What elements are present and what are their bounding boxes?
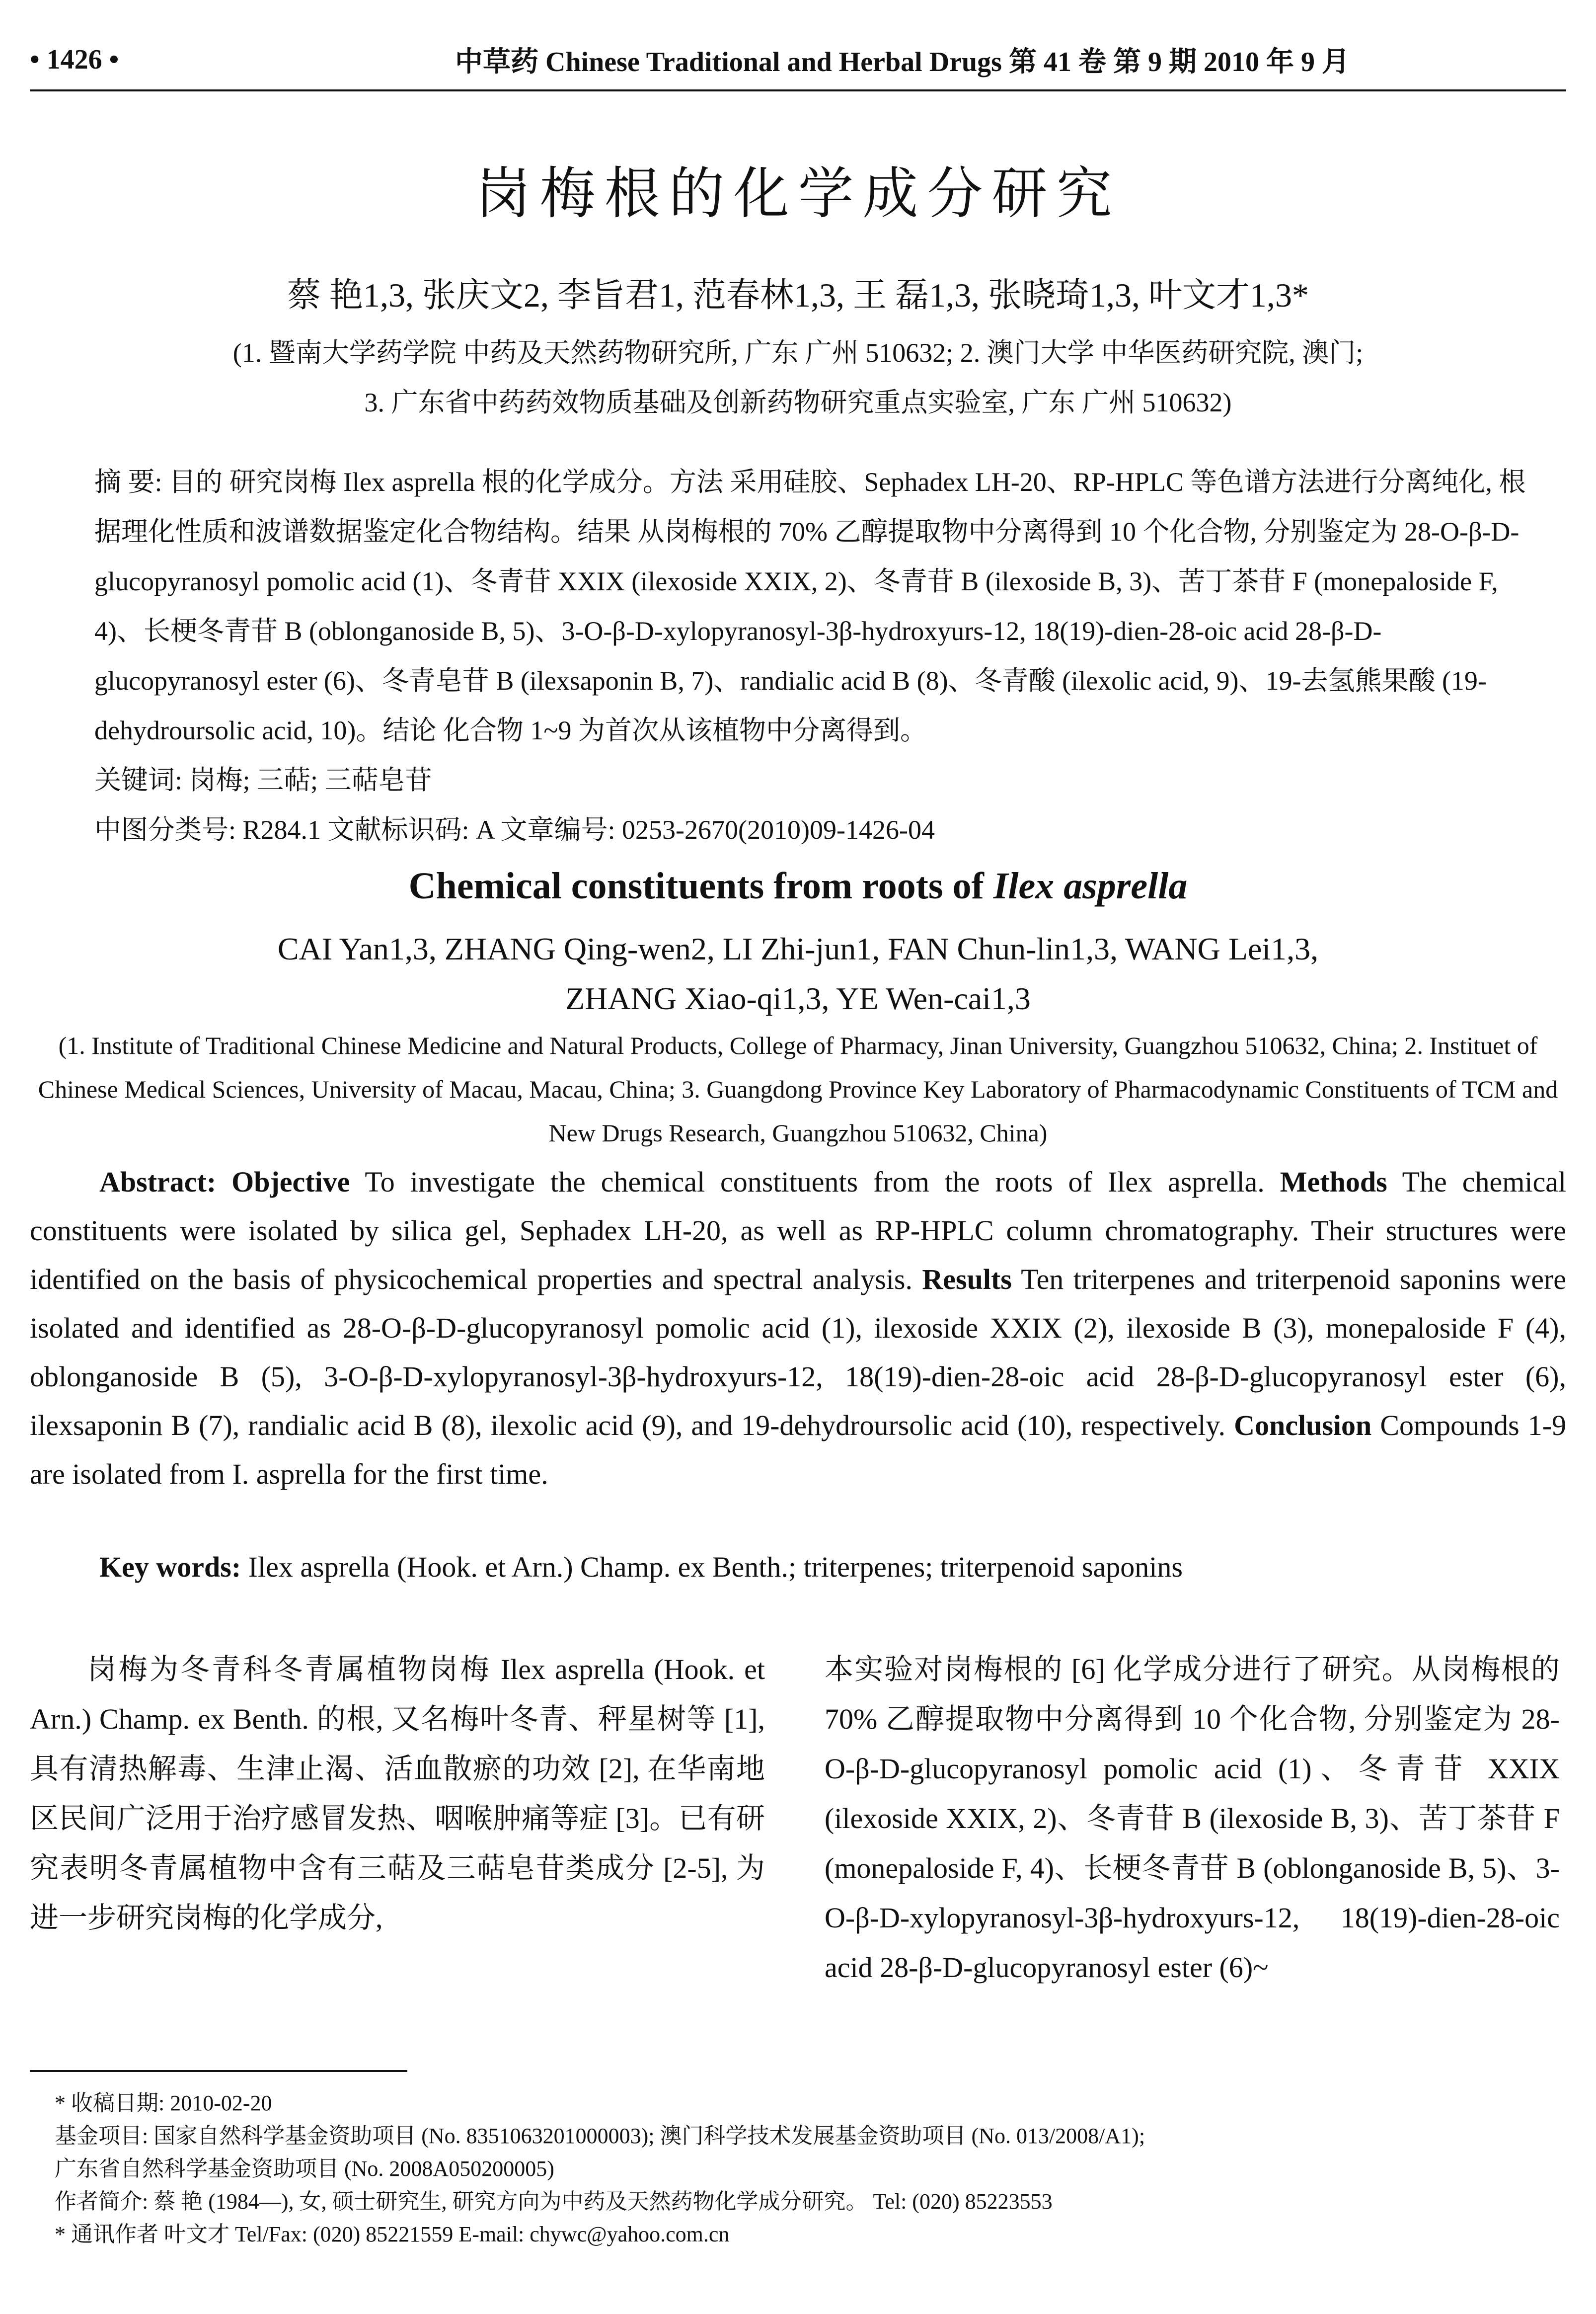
chinese-keywords: 关键词: 岗梅; 三萜; 三萜皂苷 xyxy=(94,765,432,795)
chinese-authors: 蔡 艳1,3, 张庆文2, 李旨君1, 范春林1,3, 王 磊1,3, 张晓琦1,3, 叶文才1,3* xyxy=(287,276,1309,314)
results-text: Ten triterpenes and triterpenoid saponins were isolated and identified as 28-O-β-D-glucopyranosyl pomolic acid (1), ilexoside XXIX (2), ilexoside B (3), monepaloside F (4), oblonganoside B (5), 3-O-β-D-xylopyranosyl-3β-hydroxyurs-12, 18(19)-dien-28-oic acid 28-β-D-glucopyranosyl ester (6), ilexsaponin B (7), randialic acid B (8), ilexolic acid (9), and 19-dehydroursolic acid (10), respectively. xyxy=(30,1263,1566,1441)
objective-label: Objective xyxy=(231,1166,350,1198)
english-title-text: Chemical constituents from roots of xyxy=(408,865,993,907)
footnote-fund-1: 基金项目: 国家自然科学基金资助项目 (No. 8351063201000003); 澳门科学技术发展基金资助项目 (No. 013/2008/A1); xyxy=(55,2124,1145,2148)
footnote-author: 作者简介: 蔡 艳 (1984—), 女, 硕士研究生, 研究方向为中药及天然药物化学成分研究。 Tel: (020) 85223553 xyxy=(55,2189,1053,2214)
chinese-affiliation-line-2: 3. 广东省中药药效物质基础及创新药物研究重点实验室, 广东 广州 510632) xyxy=(364,388,1232,417)
conclusion-label: Conclusion xyxy=(1234,1409,1372,1441)
body-column-right xyxy=(825,1645,1560,1993)
methods-label: Methods xyxy=(1280,1166,1387,1198)
footnotes xyxy=(55,2087,1545,2251)
english-authors-line-1: CAI Yan1,3, ZHANG Qing-wen2, LI Zhi-jun1, FAN Chun-lin1,3, WANG Lei1,3, xyxy=(277,931,1319,966)
footnote-received: * 收稿日期: 2010-02-20 xyxy=(55,2091,272,2115)
chinese-title: 岗梅根的化学成分研究 xyxy=(475,163,1121,225)
abstract-label: Abstract: xyxy=(99,1166,217,1198)
footnote-rule xyxy=(30,2070,407,2072)
english-authors xyxy=(30,924,1566,1024)
results-label: Results xyxy=(922,1263,1012,1295)
english-authors-line-2: ZHANG Xiao-qi1,3, YE Wen-cai1,3 xyxy=(565,981,1031,1016)
page-number: • 1426 • xyxy=(30,44,119,75)
english-affiliations: (1. Institute of Traditional Chinese Medicine and Natural Products, College of Pharmacy, Jinan University, Guangzhou 510632, China; 2. Instituet of Chinese Medical Sciences, University of Macau, Macau, China; 3. Guangdong Province Key Laboratory of Pharmacodynamic Constituents of TCM and New Drugs Research, Guangzhou 510632, China) xyxy=(38,1032,1558,1147)
keywords-label: Key words: xyxy=(99,1551,241,1583)
chinese-abstract: 摘 要: 目的 研究岗梅 Ilex asprella 根的化学成分。方法 采用硅胶、Sephadex LH-20、RP-HPLC 等色谱方法进行分离纯化, 根据理化性质和波谱数据鉴定化合物结构。结果 从岗梅根的 70% 乙醇提取物中分离得到 10 个化合物, 分别鉴定为 28-O-β-D-glucopyranosyl pomolic acid (1)、冬青苷 XXIX (ilexoside XXIX, 2)、冬青苷 B (ilexoside B, 3)、苦丁茶苷 F (monepaloside F, 4)、长梗冬青苷 B (oblonganoside B, 5)、3-O-β-D-xylopyranosyl-3β-hydroxyurs-12, 18(19)-dien-28-oic acid 28-β-D-glucopyranosyl ester (6)、冬青皂苷 B (ilexsaponin B, 7)、randialic acid B (8)、冬青酸 (ilexolic acid, 9)、19-去氢熊果酸 (19-dehydroursolic acid, 10)。结论 化合物 1~9 为首次从该植物中分离得到。 xyxy=(94,467,1526,745)
english-title-species: Ilex asprella xyxy=(993,865,1188,907)
chinese-abstract-block xyxy=(94,457,1535,855)
conclusion-text: Compounds 1-9 are isolated from I. asprella for the first time. xyxy=(30,1409,1567,1490)
chinese-classification: 中图分类号: R284.1 文献标识码: A 文章编号: 0253-2670(2010)09-1426-04 xyxy=(94,815,935,845)
chinese-affiliation-line-1: (1. 暨南大学药学院 中药及天然药物研究所, 广东 广州 510632; 2. 澳门大学 中华医药研究院, 澳门; xyxy=(232,338,1364,368)
english-title xyxy=(30,865,1566,908)
english-keywords xyxy=(30,1550,1566,1584)
keywords-text: Ilex asprella (Hook. et Arn.) Champ. ex Benth.; triterpenes; triterpenoid saponins xyxy=(248,1551,1183,1583)
abstract-paragraph xyxy=(30,1158,1566,1499)
objective-text: To investigate the chemical constituents from the roots of Ilex asprella. xyxy=(365,1166,1265,1198)
body-paragraph-right: 本实验对岗梅根的 [6] 化学成分进行了研究。从岗梅根的 70% 乙醇提取物中分离得到 10 个化合物, 分别鉴定为 28-O-β-D-glucopyranosyl pomolic acid (1)、冬青苷 XXIX (ilexoside XXIX, 2)、冬青苷 B (ilexoside B, 3)、苦丁茶苷 F (monepaloside F, 4)、长梗冬青苷 B (oblonganoside B, 5)、3-O-β-D-xylopyranosyl-3β-hydroxyurs-12, 18(19)-dien-28-oic acid 28-β-D-glucopyranosyl ester (6)~ xyxy=(825,1653,1560,1984)
body-paragraph-left: 岗梅为冬青科冬青属植物岗梅 Ilex asprella (Hook. et Arn.) Champ. ex Benth. 的根, 又名梅叶冬青、秤星树等 [1], 具有清热解毒、生津止渴、活血散瘀的功效 [2], 在华南地区民间广泛用于治疗感冒发热、咽喉肿痛等症 [3]。已有研究表明冬青属植物中含有三萜及三萜皂苷类成分 [2-5], 为进一步研究岗梅的化学成分, xyxy=(30,1653,765,1934)
footnote-fund-2: 广东省自然科学基金资助项目 (No. 2008A050200005) xyxy=(55,2156,554,2181)
body-column-left xyxy=(30,1645,765,1943)
running-header xyxy=(30,30,1566,91)
english-abstract xyxy=(30,1158,1566,1499)
chinese-affiliations xyxy=(30,328,1566,427)
footnote-corresponding: * 通讯作者 叶文才 Tel/Fax: (020) 85221559 E-mail: chywc@yahoo.com.cn xyxy=(55,2222,730,2246)
methods-text: The chemical constituents were isolated by silica gel, Sephadex LH-20, as well as RP-HPLC column chromatography. Their structures were identified on the basis of physicochemical properties and spectral analysis. xyxy=(30,1166,1567,1295)
journal-citation: 中草药 Chinese Traditional and Herbal Drugs 第 41 卷 第 9 期 2010 年 9 月 xyxy=(455,47,1350,78)
